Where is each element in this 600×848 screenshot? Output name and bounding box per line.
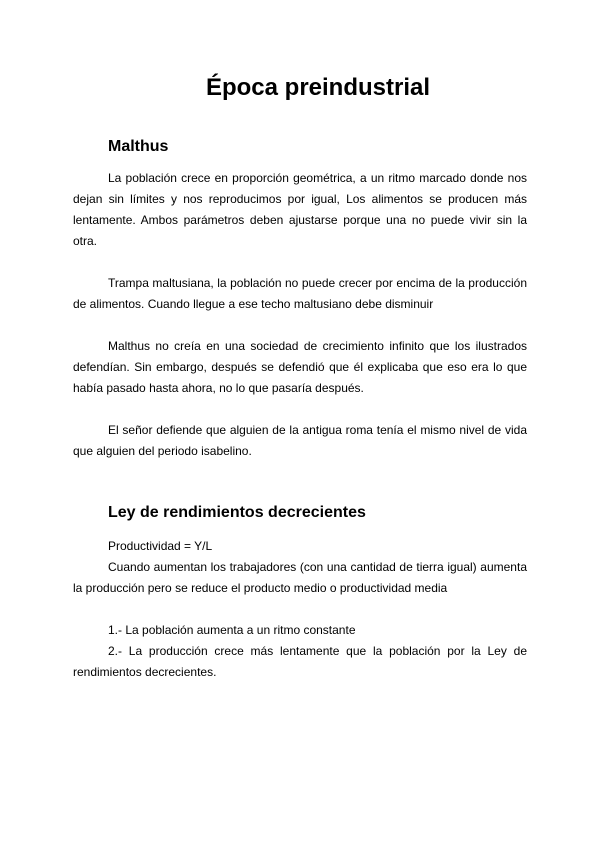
list-item: 1.- La población aumenta a un ritmo constante xyxy=(108,623,356,637)
paragraph: Cuando aumentan los trabajadores (con una cantidad de tierra igual) aumenta la producción pero se reduce el producto medio o productividad media xyxy=(73,560,527,595)
paragraph: Malthus no creía en una sociedad de crecimiento infinito que los ilustrados defendían. Sin embargo, después se defendió que él explicaba que eso era lo que había pasado hasta ahora, no lo que pasaría después. xyxy=(73,339,527,395)
paragraph: La población crece en proporción geométrica, a un ritmo marcado donde nos dejan sin límites y nos reproducimos por igual, Los alimentos se producen más lentamente. Ambos parámetros deben ajustarse porque una no puede vivir sin la otra. xyxy=(73,171,527,248)
section-heading-ley: Ley de rendimientos decrecientes xyxy=(108,504,366,521)
list-item: 2.- La producción crece más lentamente que la población por la Ley de rendimientos decrecientes. xyxy=(73,644,527,679)
formula-line: Productividad = Y/L xyxy=(108,539,213,553)
paragraph: Trampa maltusiana, la población no puede crecer por encima de la producción de alimentos. Cuando llegue a ese techo maltusiano debe disminuir xyxy=(73,276,527,311)
section-heading-malthus: Malthus xyxy=(108,138,169,155)
page-title: Época preindustrial xyxy=(205,74,431,101)
paragraph: El señor defiende que alguien de la antigua roma tenía el mismo nivel de vida que alguien del periodo isabelino. xyxy=(73,423,527,458)
